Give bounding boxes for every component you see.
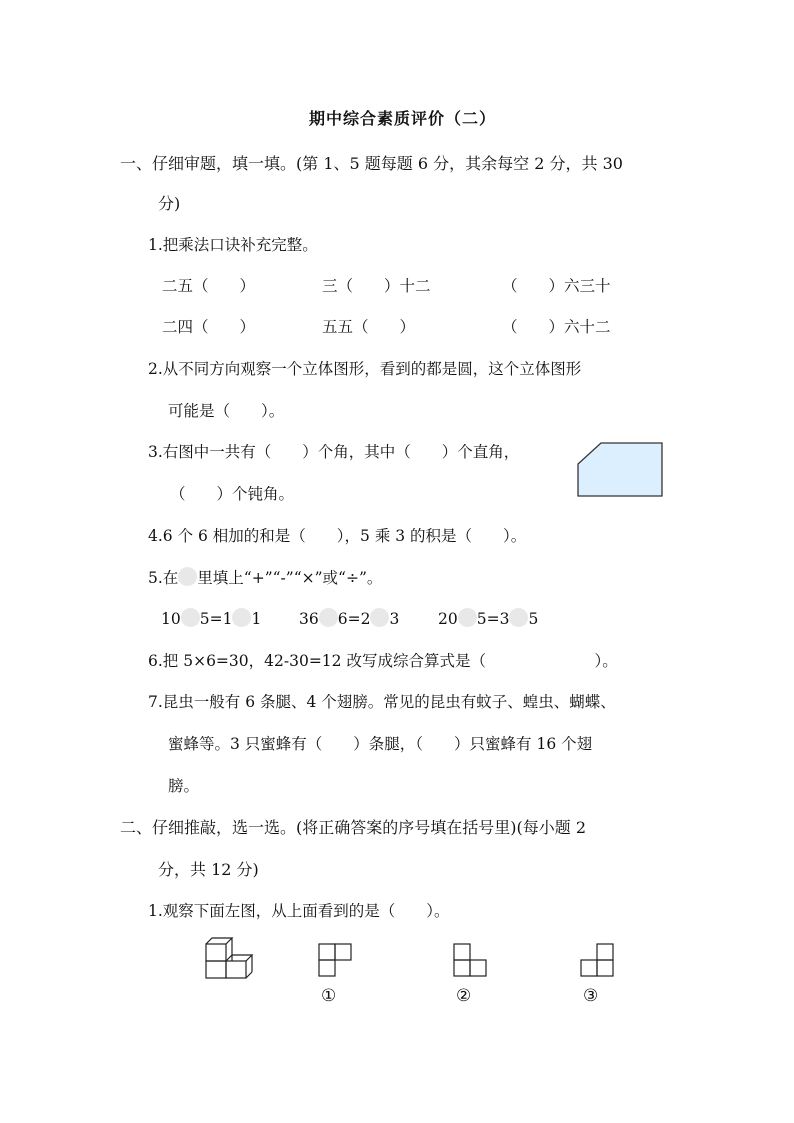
eq3-part2: 5=3 xyxy=(476,610,510,628)
q4-text: 4.6 个 6 相加的和是（ ），5 乘 3 的积是（ ）。 xyxy=(148,527,527,545)
section2-heading-line1: 二、仔细推敲，选一选。(将正确答案的序号填在括号里)(每小题 2 xyxy=(120,818,586,837)
q1-row2-item3: （ ）六十二 xyxy=(502,318,611,336)
blank-circle-icon[interactable] xyxy=(458,608,477,627)
q1-row1-item2: 三（ ）十二 xyxy=(322,277,431,295)
q5-prefix: 5.在 xyxy=(148,569,179,587)
q6-text: 6.把 5×6=30，42-30=12 改写成综合算式是（ ）。 xyxy=(148,652,618,670)
option3-view-figure xyxy=(580,943,614,977)
option2-label: ② xyxy=(456,986,472,1006)
eq1-part3: 1 xyxy=(251,610,262,628)
blank-circle-icon[interactable] xyxy=(509,608,528,627)
q5-instruction xyxy=(148,566,382,588)
q5-equation-1 xyxy=(161,608,261,628)
q7-line2: 蜜蜂等。3 只蜜蜂有（ ）条腿，（ ）只蜜蜂有 16 个翅 xyxy=(168,735,593,753)
eq1-part1: 10 xyxy=(161,610,181,628)
option2-view-figure xyxy=(453,943,487,977)
q3-line1: 3.右图中一共有（ ）个角，其中（ ）个直角， xyxy=(148,443,520,461)
q1-row1-item1: 二五（ ） xyxy=(162,277,256,295)
eq1-part2: 5=1 xyxy=(199,610,233,628)
cube-stack-figure xyxy=(204,936,262,980)
option1-label: ① xyxy=(321,986,337,1006)
blank-circle-icon[interactable] xyxy=(181,608,200,627)
operator-circle-icon xyxy=(178,567,197,586)
eq3-part3: 5 xyxy=(528,610,539,628)
eq2-part2: 6=2 xyxy=(337,610,371,628)
q5-suffix: 里填上“+”“-”“×”或“÷”。 xyxy=(197,569,383,587)
pentagon-figure xyxy=(576,442,664,498)
s2q1-text: 1.观察下面左图，从上面看到的是（ ）。 xyxy=(148,902,450,920)
q1-row2-item1: 二四（ ） xyxy=(162,318,256,336)
pentagon-shape xyxy=(578,443,662,496)
eq2-part3: 3 xyxy=(389,610,400,628)
q2-line2: 可能是（ ）。 xyxy=(168,402,285,420)
section1-heading-line2: 分) xyxy=(158,194,181,213)
q2-line1: 2.从不同方向观察一个立体图形，看到的都是圆，这个立体图形 xyxy=(148,360,582,378)
q5-equation-3 xyxy=(438,608,538,628)
section2-heading-line2: 分，共 12 分) xyxy=(158,860,259,879)
blank-circle-icon[interactable] xyxy=(370,608,389,627)
cube-stack-lines xyxy=(206,938,252,978)
option3-label: ③ xyxy=(583,986,599,1006)
section1-heading-line1: 一、仔细审题，填一填。(第 1、5 题每题 6 分，其余每空 2 分，共 30 xyxy=(120,154,623,173)
page-title: 期中综合素质评价（二） xyxy=(309,109,497,128)
q7-line1: 7.昆虫一般有 6 条腿、4 个翅膀。常见的昆虫有蚊子、蝗虫、蝴蝶、 xyxy=(148,693,616,711)
q5-equation-2 xyxy=(299,608,399,628)
eq2-part1: 36 xyxy=(299,610,319,628)
q1-text: 1.把乘法口诀补充完整。 xyxy=(148,236,318,254)
q1-row1-item3: （ ）六三十 xyxy=(502,277,611,295)
blank-circle-icon[interactable] xyxy=(319,608,338,627)
blank-circle-icon[interactable] xyxy=(232,608,251,627)
q7-line3: 膀。 xyxy=(168,777,200,795)
eq3-part1: 20 xyxy=(438,610,458,628)
option1-view-figure xyxy=(318,943,352,977)
q1-row2-item2: 五五（ ） xyxy=(322,318,416,336)
q3-line2: （ ）个钝角。 xyxy=(170,485,295,503)
